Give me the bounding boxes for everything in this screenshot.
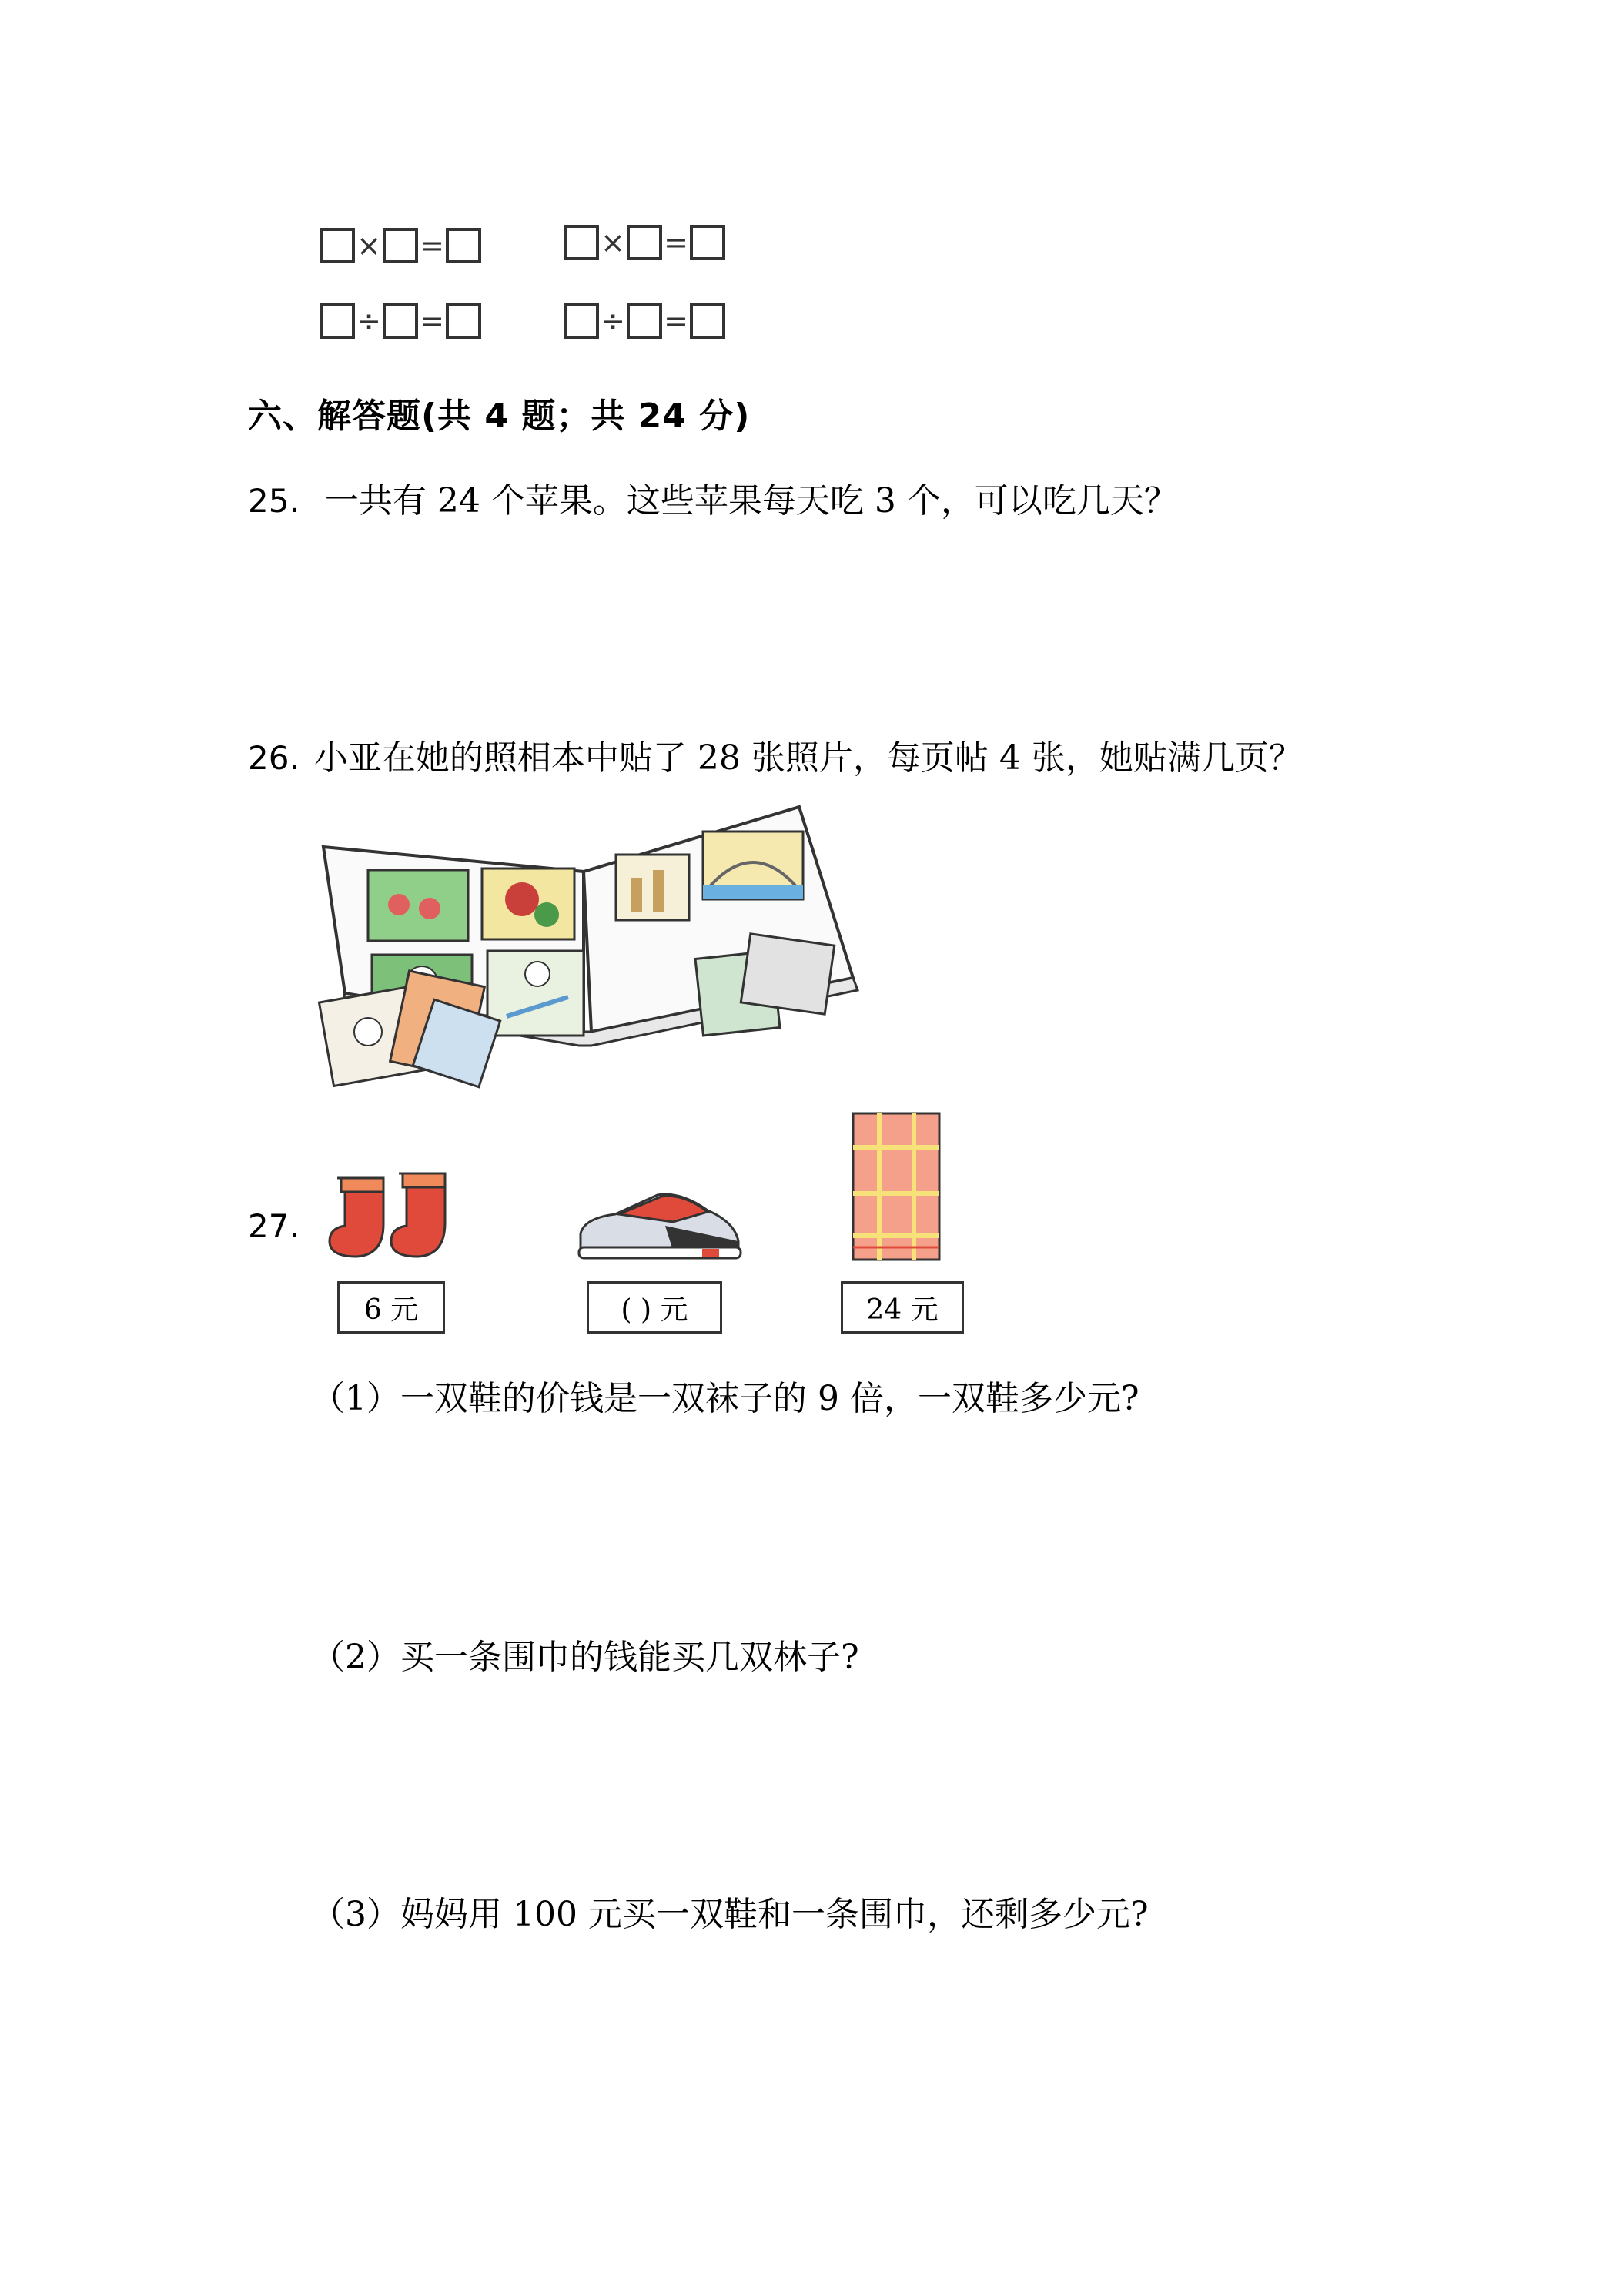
equation-row1-a: [320, 228, 481, 263]
question-number: 25.: [248, 482, 300, 520]
answer-box[interactable]: [564, 303, 599, 339]
question-text: 一共有 24 个苹果。这些苹果每天吃 3 个，可以吃几天？: [324, 481, 1178, 520]
divide-sign: ÷: [356, 304, 381, 338]
answer-box[interactable]: [320, 303, 355, 339]
equation-row1-b: [564, 225, 725, 260]
question-27-sub1: （1）一双鞋的价钱是一双袜子的 9 倍，一双鞋多少元?: [311, 1379, 1139, 1418]
sneaker-icon: [573, 1180, 746, 1268]
scarf-price: 24 元: [841, 1281, 964, 1334]
answer-box[interactable]: [627, 225, 662, 260]
answer-box[interactable]: [446, 303, 481, 339]
equals-sign: =: [420, 304, 444, 338]
question-27-number: 27.: [248, 1207, 300, 1245]
times-sign: ×: [601, 226, 625, 259]
answer-box[interactable]: [690, 303, 725, 339]
answer-box[interactable]: [627, 303, 662, 339]
scarf-icon: [848, 1109, 949, 1270]
equation-row2-a: [320, 303, 481, 339]
section-title: 六、解答题(共 4 题；共 24 分): [248, 397, 751, 436]
question-25: [248, 473, 1178, 522]
answer-box[interactable]: [564, 225, 599, 260]
equation-row2-b: [564, 303, 725, 339]
answer-box[interactable]: [690, 225, 725, 260]
socks-icon: [322, 1170, 476, 1270]
photo-album-illustration: [314, 801, 868, 1093]
question-27-sub3: （3）妈妈用 100 元买一双鞋和一条围巾，还剩多少元?: [311, 1895, 1149, 1934]
times-sign: ×: [356, 229, 381, 263]
question-text: 小亚在她的照相本中贴了 28 张照片，每页帖 4 张，她贴满几页？: [313, 738, 1303, 778]
question-number: 26.: [248, 739, 300, 777]
equals-sign: =: [664, 304, 688, 338]
answer-box[interactable]: [383, 303, 418, 339]
question-26: [248, 730, 1303, 779]
answer-box[interactable]: [446, 228, 481, 263]
shoes-price: ( ) 元: [587, 1281, 722, 1334]
equals-sign: =: [664, 226, 688, 259]
question-27-sub2: （2）买一条围巾的钱能买几双林子?: [311, 1638, 859, 1677]
socks-price: 6 元: [337, 1281, 445, 1334]
equals-sign: =: [420, 229, 444, 263]
answer-box[interactable]: [320, 228, 355, 263]
answer-box[interactable]: [383, 228, 418, 263]
divide-sign: ÷: [601, 304, 625, 338]
